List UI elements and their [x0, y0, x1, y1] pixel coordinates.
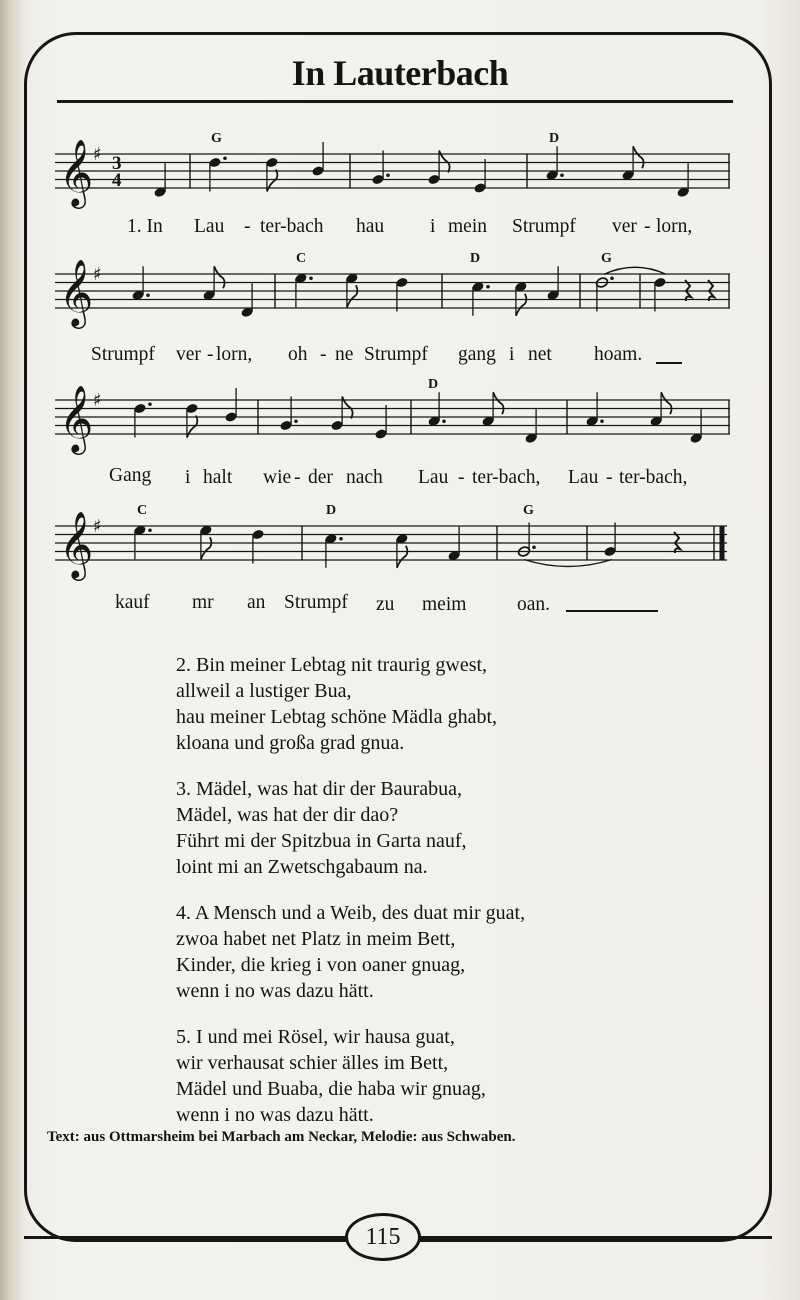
lyric-syllable: ver: [176, 344, 201, 365]
augmentation-dot: [146, 293, 150, 297]
lyric-syllable: -: [320, 344, 327, 365]
lyric-syllable: Strumpf: [364, 344, 428, 365]
augmentation-dot: [560, 173, 564, 177]
verse-line: 4. A Mensch und a Weib, des duat mir guat,: [176, 902, 526, 924]
key-signature-sharp: ♯: [93, 264, 102, 285]
augmentation-dot: [309, 276, 313, 280]
music-staff-3: [0, 366, 800, 466]
lyric-syllable: -: [644, 216, 651, 237]
augmentation-dot: [532, 545, 536, 549]
note-flag: [516, 294, 527, 316]
verse-line: Mädel, was hat der dir dao?: [176, 804, 399, 826]
lyric-syllable: mein: [448, 216, 487, 237]
song-title: In Lauterbach: [291, 53, 509, 93]
augmentation-dot: [610, 276, 614, 280]
lyric-syllable: i: [509, 344, 515, 365]
lyric-syllable: Lau: [418, 467, 449, 488]
lyric-syllable: kauf: [115, 592, 150, 613]
verse-line: 2. Bin meiner Lebtag nit traurig gwest,: [176, 654, 488, 676]
lyric-syllable: ne: [335, 344, 354, 365]
lyric-syllable: Strumpf: [91, 344, 155, 365]
lyric-syllable: -: [294, 467, 301, 488]
lyric-syllable: Gang: [109, 465, 152, 486]
augmentation-dot: [148, 402, 152, 406]
lyric-syllable: ver: [612, 216, 637, 237]
lyric-syllable: hoam.: [594, 344, 643, 365]
time-signature-top: 3: [112, 153, 122, 174]
augmentation-dot: [223, 156, 227, 160]
chord-symbol: D: [549, 131, 560, 146]
lyric-syllable: Lau: [568, 467, 599, 488]
page-number: 115: [345, 1213, 421, 1261]
lyric-syllable: oan.: [517, 594, 551, 615]
verse-line: wir verhausat schier älles im Bett,: [176, 1052, 449, 1074]
treble-clef: 𝄞: [59, 258, 94, 326]
source-credit: Text: aus Ottmarsheim bei Marbach am Neckar, Melodie: aus Schwaben.: [47, 1129, 516, 1145]
melisma-line: [566, 610, 658, 612]
treble-clef: 𝄞: [59, 510, 94, 578]
chord-symbol: G: [211, 131, 222, 146]
footer-rule-right: [420, 1236, 772, 1239]
lyric-syllable: i: [185, 467, 191, 488]
tie: [604, 267, 666, 274]
verse-5: [176, 1024, 525, 1128]
lyric-syllable: ter-bach,: [472, 467, 541, 488]
verse-line: Mädel und Buaba, die haba wir gnuag,: [176, 1078, 486, 1100]
note-flag: [201, 537, 212, 559]
verse-line: wenn i no was dazu hätt.: [176, 980, 374, 1002]
music-staff-2: [0, 240, 800, 340]
chord-symbol: D: [470, 251, 481, 266]
lyric-syllable: mr: [192, 592, 214, 613]
augmentation-dot: [442, 419, 446, 423]
lyric-syllable: hau: [356, 216, 385, 237]
music-staff-1: [0, 120, 800, 220]
chord-symbol: G: [601, 251, 612, 266]
lyric-syllable: -: [207, 344, 214, 365]
note-flag: [397, 546, 408, 568]
lyric-syllable: oh: [288, 344, 308, 365]
verse-line: allweil a lustiger Bua,: [176, 680, 352, 702]
verse-line: 5. I und mei Rösel, wir hausa guat,: [176, 1026, 455, 1048]
verse-4: [176, 900, 525, 1004]
lyric-syllable: zu: [376, 594, 395, 615]
augmentation-dot: [600, 419, 604, 423]
lyric-syllable: gang: [458, 344, 496, 365]
lyric-syllable: halt: [203, 467, 233, 488]
lyric-syllable: meim: [422, 594, 467, 615]
augmentation-dot: [486, 285, 490, 289]
verse-line: Kinder, die krieg i von oaner gnuag,: [176, 954, 466, 976]
melisma-line: [656, 362, 682, 364]
chord-symbol: D: [428, 377, 439, 392]
lyric-syllable: an: [247, 592, 266, 613]
chord-symbol: C: [296, 251, 307, 266]
page-footer: [0, 1208, 800, 1268]
time-signature-bottom: 4: [112, 170, 122, 191]
lyric-syllable: net: [528, 344, 552, 365]
lyric-syllable: Strumpf: [512, 216, 576, 237]
chord-symbol: G: [523, 503, 534, 518]
verse-line: hau meiner Lebtag schöne Mädla ghabt,: [176, 706, 497, 728]
lyric-syllable: Lau: [194, 216, 225, 237]
key-signature-sharp: ♯: [93, 516, 102, 537]
verse-line: kloana und großa grad gnua.: [176, 732, 405, 754]
lyric-syllable: Strumpf: [284, 592, 348, 613]
lyric-syllable: nach: [346, 467, 383, 488]
lyric-syllable: 1. In: [127, 216, 163, 237]
note-flag: [214, 266, 225, 288]
verse-3: [176, 776, 525, 880]
verse-line: 3. Mädel, was hat dir der Baurabua,: [176, 778, 463, 800]
treble-clef: 𝄞: [59, 138, 94, 206]
lyric-syllable: wie: [263, 467, 292, 488]
lyric-syllable: i: [430, 216, 436, 237]
verses-block: [176, 652, 525, 1148]
lyric-syllable: -: [458, 467, 465, 488]
lyric-syllable: ter-bach: [260, 216, 324, 237]
lyric-syllable: der: [308, 467, 333, 488]
lyric-syllable: ter-bach,: [619, 467, 688, 488]
treble-clef: 𝄞: [59, 384, 94, 452]
title-rule: [57, 100, 733, 103]
augmentation-dot: [294, 419, 298, 423]
augmentation-dot: [148, 528, 152, 532]
verse-line: zwoa habet net Platz in meim Bett,: [176, 928, 456, 950]
lyric-syllable: lorn,: [216, 344, 253, 365]
augmentation-dot: [339, 537, 343, 541]
music-staff-4: [0, 492, 800, 592]
key-signature-sharp: ♯: [93, 144, 102, 165]
note-flag: [347, 285, 358, 307]
lyric-syllable: lorn,: [656, 216, 693, 237]
verse-line: wenn i no was dazu hätt.: [176, 1104, 374, 1126]
chord-symbol: D: [326, 503, 337, 518]
note-flag: [493, 392, 504, 414]
chord-symbol: C: [137, 503, 148, 518]
verse-2: [176, 652, 525, 756]
verse-line: loint mi an Zwetschgabaum na.: [176, 856, 428, 878]
note-flag: [633, 146, 644, 168]
lyric-syllable: -: [606, 467, 613, 488]
key-signature-sharp: ♯: [93, 390, 102, 411]
note-flag: [661, 392, 672, 414]
footer-rule-left: [24, 1236, 346, 1239]
augmentation-dot: [386, 173, 390, 177]
lyric-syllable: -: [244, 216, 251, 237]
verse-line: Führt mi der Spitzbua in Garta nauf,: [176, 830, 467, 852]
